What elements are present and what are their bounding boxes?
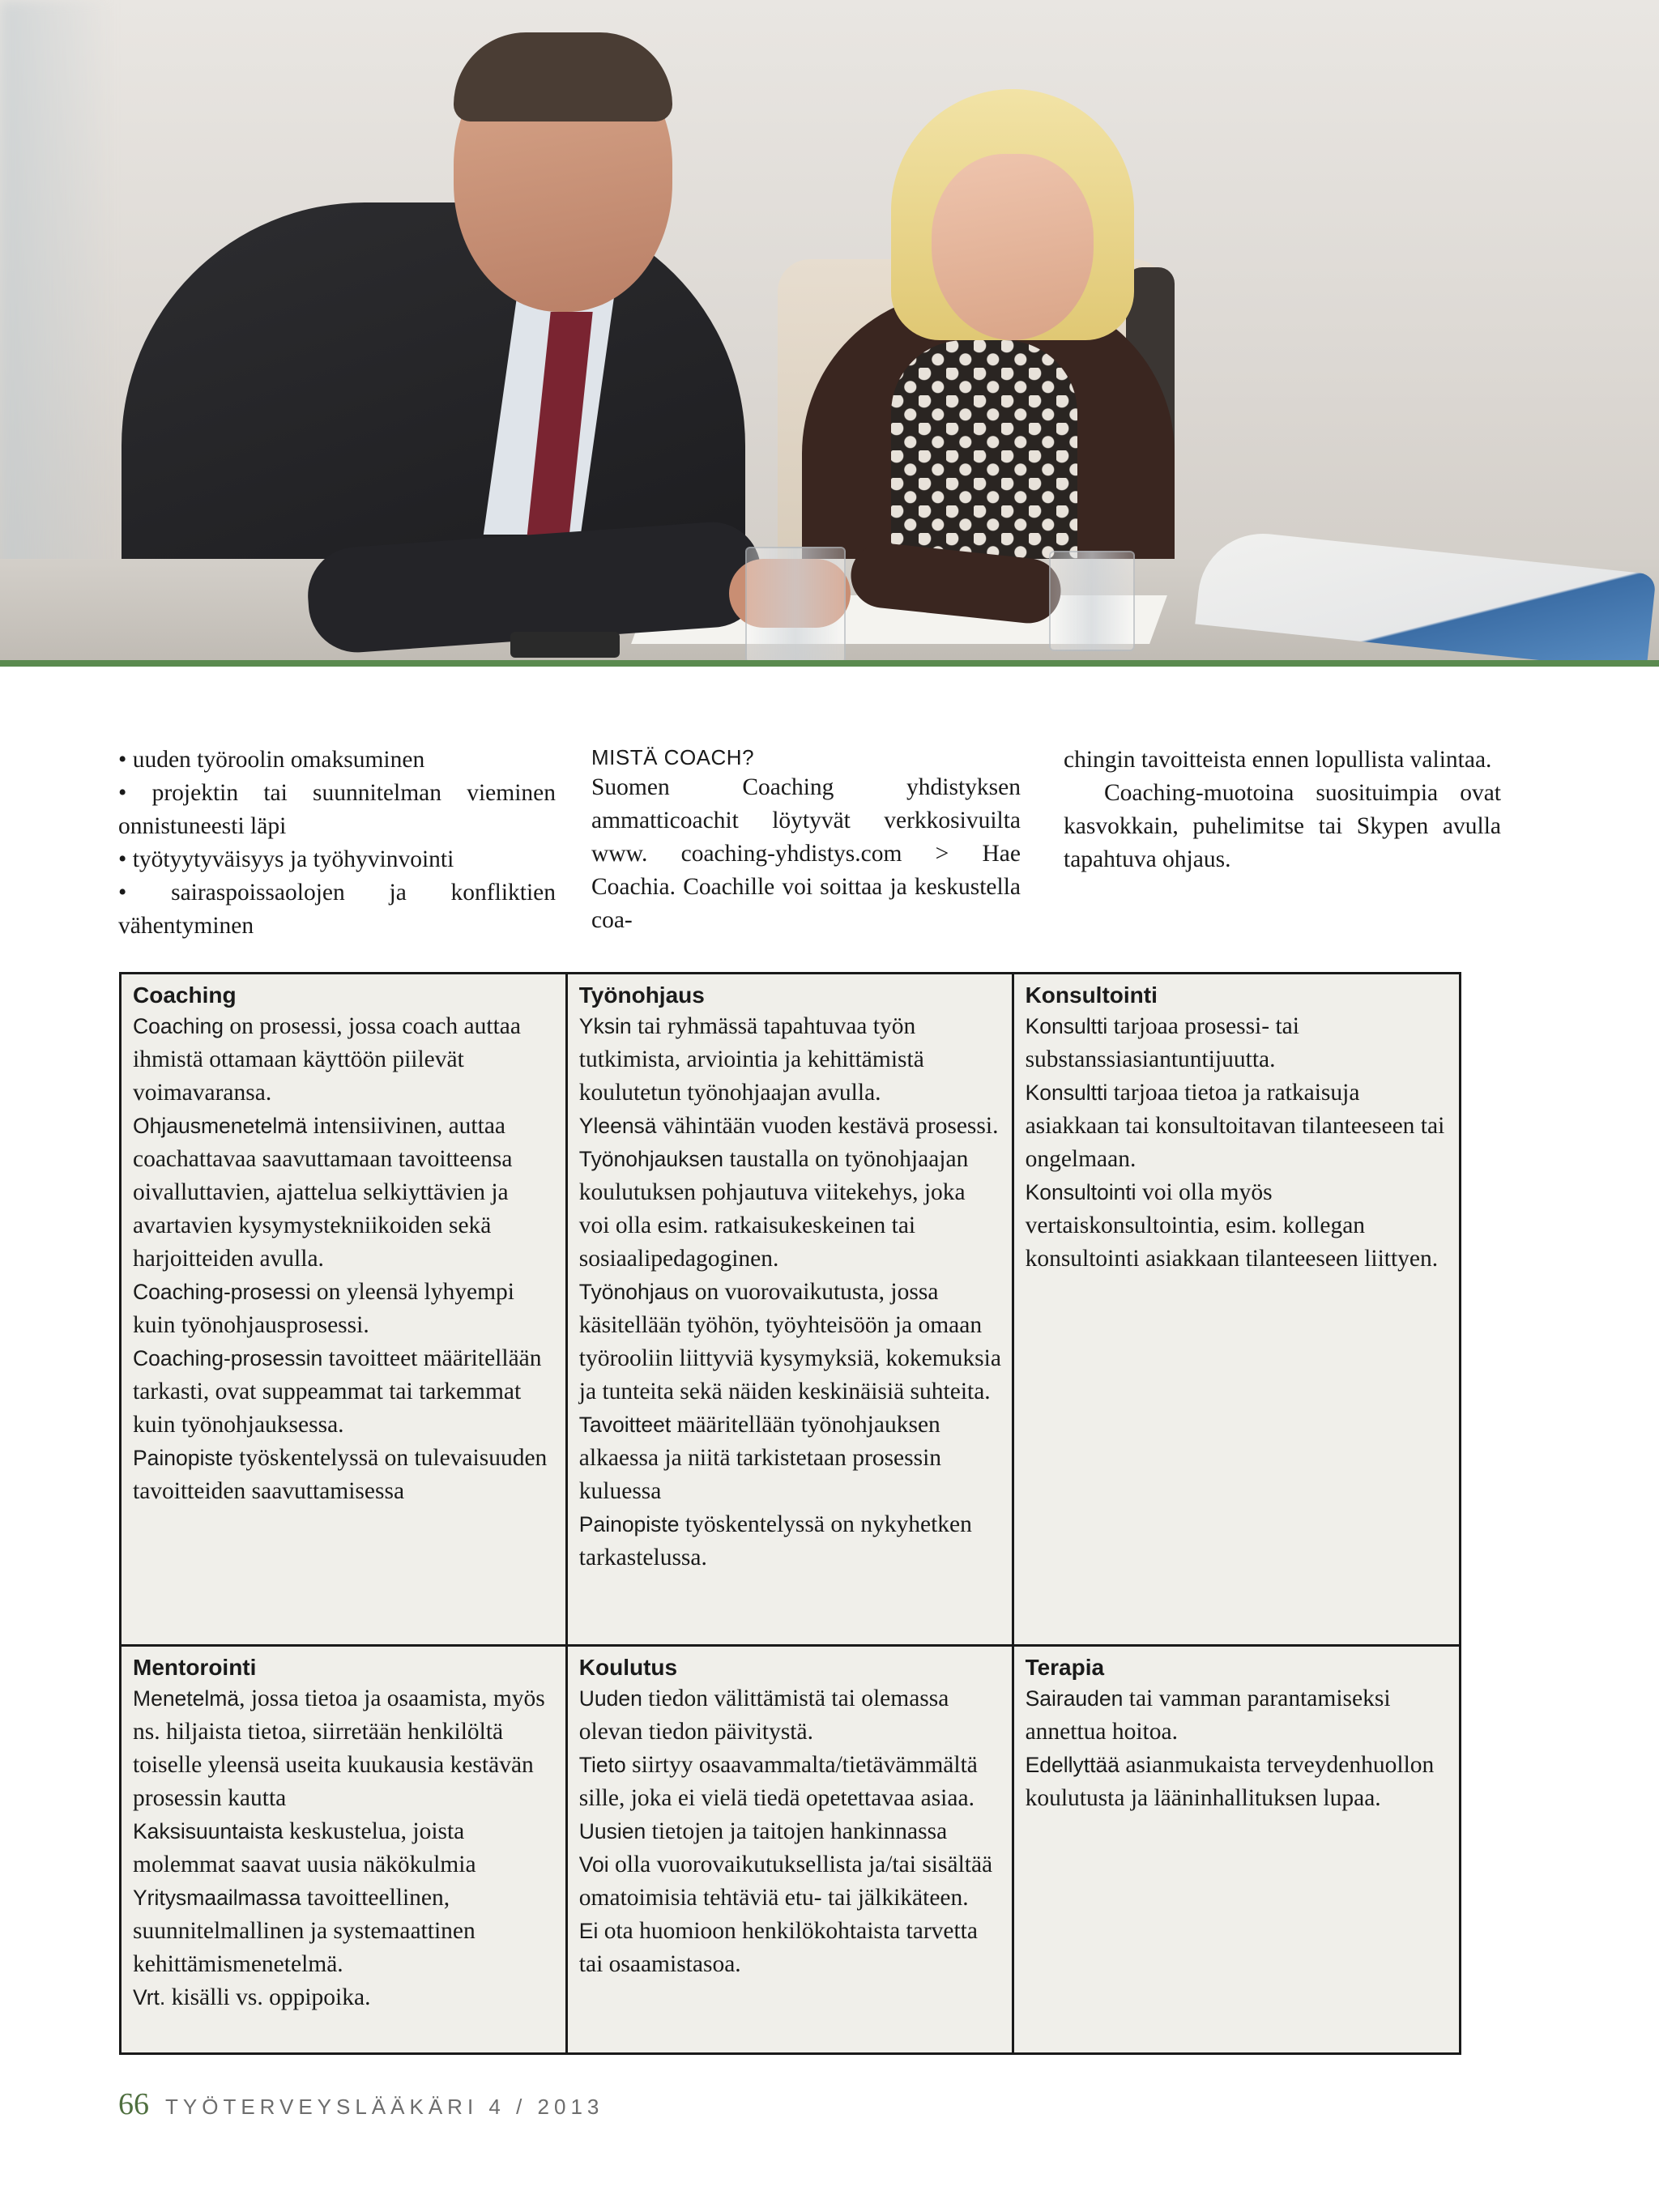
magazine-issue: TYÖTERVEYSLÄÄKÄRI 4 / 2013 bbox=[165, 2095, 604, 2119]
entry-keyword: Ohjausmenetelmä bbox=[133, 1114, 308, 1138]
man-hair bbox=[454, 32, 672, 121]
cell-entry bbox=[133, 1010, 556, 1110]
entry-keyword: Konsultointi bbox=[1025, 1180, 1137, 1204]
woman-face bbox=[932, 154, 1094, 340]
cell-entry bbox=[579, 1143, 1002, 1276]
table-cell-tyonohjaus bbox=[566, 974, 1013, 1646]
entry-keyword: Kaksisuuntaista bbox=[133, 1819, 284, 1843]
paragraph: Coaching-muotoina suosituimpia ovat kasvokkain, puhelimitse tai Skypen avulla tapahtuva ohjaus. bbox=[1064, 780, 1501, 872]
cell-title: Mentorointi bbox=[133, 1655, 257, 1680]
entry-text: tavoitteellinen, suunnitelmallinen ja systemaattinen kehittämismenetelmä. bbox=[133, 1885, 476, 1977]
entry-text: asianmukaista terveydenhuollon koulutusta ja lääninhallituksen lupaa. bbox=[1025, 1752, 1435, 1811]
entry-keyword: Uuden bbox=[578, 1686, 642, 1711]
entry-text: siirtyy osaavammalta/tietävämmältä sille, joka ei vielä tiedä opetettavaa asiaa. bbox=[578, 1752, 978, 1811]
entry-text: on vuorovaikutusta, jossa käsitellään työhön, työyhteisöön ja omaan työrooliin liittyviä kysymyksiä, kokemuksia ja tunteita sekä näiden keskinäisiä suhteita. bbox=[578, 1279, 1001, 1404]
cell-entry bbox=[133, 1815, 556, 1882]
cell-title: Koulutus bbox=[578, 1655, 678, 1680]
table-cell-coaching bbox=[121, 974, 567, 1646]
cell-entry bbox=[133, 1110, 556, 1276]
cell-entry bbox=[579, 1915, 1002, 1981]
paragraph: chingin tavoitteista ennen lopullista valintaa. bbox=[1064, 747, 1492, 773]
entry-text: määritellään työnohjauksen alkaessa ja niitä tarkistetaan prosessin kuluessa bbox=[578, 1412, 942, 1504]
entry-keyword: Painopiste bbox=[578, 1512, 680, 1536]
entry-text: keskustelua, joista molemmat saavat uusia näkökulmia bbox=[133, 1818, 476, 1877]
entry-keyword: Edellyttää bbox=[1025, 1753, 1120, 1777]
entry-text: kisälli vs. oppipoika. bbox=[165, 1984, 371, 2010]
cell-title: Konsultointi bbox=[1025, 982, 1158, 1008]
entry-text: tietojen ja taitojen hankinnassa bbox=[646, 1818, 948, 1844]
table-cell-konsultointi bbox=[1013, 974, 1460, 1646]
mobile-phone bbox=[510, 632, 620, 658]
bullet-item: • sairaspoissaolojen ja konfliktien vähentyminen bbox=[118, 876, 556, 943]
entry-keyword: Konsultti bbox=[1025, 1080, 1108, 1105]
water-glass bbox=[745, 547, 846, 663]
entry-keyword: Yleensä bbox=[578, 1114, 657, 1138]
cell-entry bbox=[579, 1749, 1002, 1815]
entry-keyword: Työnohjaus bbox=[578, 1280, 689, 1304]
photo-bottom-strip bbox=[0, 660, 1659, 667]
entry-keyword: Työnohjauksen bbox=[578, 1147, 724, 1171]
table-cell-terapia bbox=[1013, 1646, 1460, 2054]
entry-keyword: Tieto bbox=[578, 1753, 626, 1777]
entry-keyword: Yritysmaailmassa bbox=[133, 1886, 301, 1910]
cell-title: Coaching bbox=[133, 982, 237, 1008]
cell-entry bbox=[579, 1508, 1002, 1575]
entry-text: tarjoaa tietoa ja ratkaisuja asiakkaan tai konsultoitavan tilanteeseen tai ongelmaan. bbox=[1025, 1080, 1445, 1172]
entry-keyword: Uusien bbox=[578, 1819, 646, 1843]
text-column-1 bbox=[118, 744, 556, 943]
text-column-3 bbox=[1064, 744, 1501, 876]
table-cell-mentorointi bbox=[121, 1646, 567, 2054]
cell-entry bbox=[133, 1342, 556, 1442]
entry-keyword: Tavoitteet bbox=[578, 1413, 672, 1437]
cell-entry bbox=[1026, 1176, 1449, 1276]
comparison-table bbox=[119, 972, 1461, 2055]
entry-keyword: Coaching-prosessi bbox=[133, 1280, 311, 1304]
entry-keyword: Voi bbox=[578, 1852, 609, 1877]
entry-keyword: Coaching-prosessin bbox=[133, 1346, 323, 1370]
cell-entry bbox=[133, 1276, 556, 1342]
cell-entry bbox=[579, 1815, 1002, 1848]
cell-entry bbox=[133, 1442, 556, 1508]
cell-entry bbox=[1026, 1749, 1449, 1815]
entry-keyword: Painopiste bbox=[133, 1446, 233, 1470]
entry-text: työskentelyssä on tulevaisuuden tavoitteiden saavuttamisessa bbox=[133, 1445, 548, 1504]
cell-entry bbox=[579, 1848, 1002, 1915]
entry-text: , jossa tietoa ja osaamista, myös ns. hiljaista tietoa, siirretään henkilöltä toiselle yleensä useita kuukausia kestävän prosessin kautta bbox=[133, 1686, 545, 1811]
cell-entry bbox=[1026, 1682, 1449, 1749]
entry-text: tarjoaa prosessi- tai substanssiasiantuntijuutta. bbox=[1025, 1013, 1299, 1072]
cell-entry bbox=[1026, 1010, 1449, 1076]
entry-keyword: Vrt. bbox=[133, 1985, 166, 2010]
cell-entry bbox=[1026, 1076, 1449, 1176]
water-glass bbox=[1049, 551, 1135, 651]
cell-entry bbox=[133, 1882, 556, 1981]
bullet-item: • projektin tai suunnitelman vieminen onnistuneesti läpi bbox=[118, 777, 556, 843]
cell-entry bbox=[579, 1010, 1002, 1110]
entry-text: vähintään vuoden kestävä prosessi. bbox=[656, 1113, 999, 1139]
cell-entry bbox=[579, 1682, 1002, 1749]
cell-entry bbox=[579, 1409, 1002, 1508]
entry-keyword: Menetelmä bbox=[133, 1686, 240, 1711]
section-heading: MISTÄ COACH? bbox=[591, 745, 755, 769]
text-column-2 bbox=[591, 744, 1021, 937]
entry-text: voi olla myös vertaiskonsultointia, esim. kollegan konsultointi asiakkaan tilanteeseen liittyen. bbox=[1025, 1179, 1439, 1272]
entry-text: työskentelyssä on nykyhetken tarkastelussa. bbox=[578, 1511, 972, 1571]
entry-text: taustalla on työnohjaajan koulutuksen pohjautuva viitekehys, joka voi olla esim. ratkaisukeskeinen tai sosiaalipedagoginen. bbox=[578, 1146, 969, 1272]
entry-keyword: Ei bbox=[578, 1919, 599, 1943]
cell-title: Terapia bbox=[1025, 1655, 1105, 1680]
paragraph: Suomen Coaching yhdistyksen ammatticoachit löytyvät verkkosivuilta www. coaching-yhdistys.com > Hae Coachia. Coachille voi soittaa ja keskustella coa- bbox=[591, 774, 1021, 933]
entry-text: tavoitteet määritellään tarkasti, ovat suppeammat tai tarkemmat kuin työnohjauksessa. bbox=[133, 1345, 542, 1438]
page-number: 66 bbox=[118, 2087, 149, 2121]
entry-keyword: Konsultti bbox=[1025, 1014, 1108, 1038]
entry-keyword: Sairauden bbox=[1025, 1686, 1124, 1711]
entry-keyword: Yksin bbox=[578, 1014, 632, 1038]
entry-keyword: Coaching bbox=[133, 1014, 224, 1038]
entry-text: ota huomioon henkilökohtaista tarvetta tai osaamistasoa. bbox=[578, 1918, 978, 1977]
cell-entry bbox=[579, 1110, 1002, 1143]
entry-text: olla vuorovaikutuksellista ja/tai sisältää omatoimisia tehtäviä etu- tai jälkikäteen. bbox=[578, 1852, 993, 1911]
bullet-item: • työtyytyväisyys ja työhyvinvointi bbox=[118, 843, 556, 876]
cell-entry bbox=[133, 1981, 556, 2014]
cell-title: Työnohjaus bbox=[578, 982, 705, 1008]
entry-text: on prosessi, jossa coach auttaa ihmistä ottamaan käyttöön piilevät voimavaransa. bbox=[133, 1013, 521, 1106]
entry-text: tiedon välittämistä tai olemassa olevan tiedon päivitystä. bbox=[578, 1686, 949, 1745]
bullet-item: • uuden työroolin omaksuminen bbox=[118, 744, 556, 777]
table-cell-koulutus bbox=[566, 1646, 1013, 2054]
entry-text: tai vamman parantamiseksi annettua hoitoa. bbox=[1025, 1686, 1391, 1745]
page-footer bbox=[118, 2086, 603, 2122]
cell-entry bbox=[579, 1276, 1002, 1409]
entry-text: tai ryhmässä tapahtuvaa työn tutkimista, arviointia ja kehittämistä koulutetun työnohjaajan avulla. bbox=[578, 1013, 924, 1106]
cell-entry bbox=[133, 1682, 556, 1815]
entry-text: on yleensä lyhyempi kuin työnohjausprosessi. bbox=[133, 1279, 514, 1338]
entry-text: intensiivinen, auttaa coachattavaa saavuttamaan tavoitteensa oivalluttavien, ajattelua selkiyttävien ja avartavien kysymystekniikoiden sekä harjoitteiden avulla. bbox=[133, 1113, 513, 1272]
header-photo bbox=[0, 0, 1659, 667]
